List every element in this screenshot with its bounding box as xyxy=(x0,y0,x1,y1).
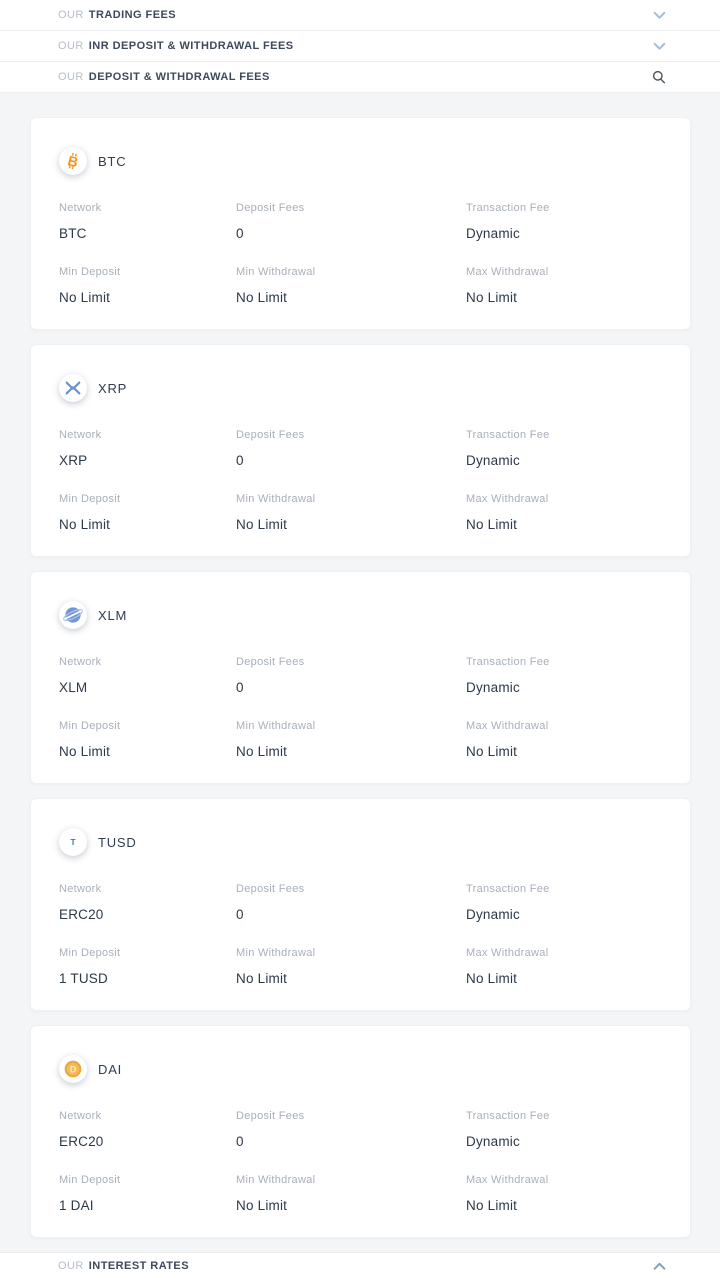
tusd-icon xyxy=(59,828,87,856)
coin-fee-card xyxy=(30,344,691,557)
field-value: ERC20 xyxy=(59,907,104,922)
svg-text:T: T xyxy=(70,837,76,848)
field-value: 0 xyxy=(236,226,244,241)
field-label: Network xyxy=(59,883,102,895)
field-min-withdrawal xyxy=(236,946,466,988)
fee-fields-grid xyxy=(59,1109,662,1215)
field-value: No Limit xyxy=(466,1198,518,1213)
field-min-deposit xyxy=(59,492,236,534)
field-label: Deposit Fees xyxy=(236,202,305,214)
coin-fee-card xyxy=(30,798,691,1011)
field-label: Max Withdrawal xyxy=(466,493,549,505)
field-deposit-fees xyxy=(236,882,466,924)
field-network xyxy=(59,428,236,470)
field-label: Min Withdrawal xyxy=(236,1174,316,1186)
field-deposit-fees xyxy=(236,428,466,470)
field-min-deposit xyxy=(59,1173,236,1215)
field-value: No Limit xyxy=(466,971,518,986)
field-value: No Limit xyxy=(236,744,288,759)
fees-accordion xyxy=(0,0,720,93)
fee-fields-grid xyxy=(59,201,662,307)
accordion-prefix: OUR xyxy=(58,71,84,83)
coin-name: DAI xyxy=(98,1061,123,1077)
field-value: Dynamic xyxy=(466,680,520,695)
field-label: Min Deposit xyxy=(59,1174,121,1186)
field-min-withdrawal xyxy=(236,719,466,761)
field-label: Min Withdrawal xyxy=(236,266,316,278)
field-value: BTC xyxy=(59,226,87,241)
field-value: No Limit xyxy=(466,290,518,305)
field-transaction-fee xyxy=(466,428,662,470)
accordion-row-trading-fees[interactable] xyxy=(0,0,720,31)
accordion-label: DEPOSIT & WITHDRAWAL FEES xyxy=(88,71,270,83)
xrp-icon xyxy=(59,374,87,402)
field-min-deposit xyxy=(59,719,236,761)
field-value: Dynamic xyxy=(466,907,520,922)
card-header xyxy=(59,147,662,175)
field-min-withdrawal xyxy=(236,1173,466,1215)
field-value: Dynamic xyxy=(466,1134,520,1149)
accordion-label: TRADING FEES xyxy=(88,9,177,21)
fee-fields-grid xyxy=(59,882,662,988)
field-label: Transaction Fee xyxy=(466,202,550,214)
btc-icon xyxy=(59,147,87,175)
field-value: XRP xyxy=(59,453,88,468)
coin-name: XRP xyxy=(98,380,128,396)
field-value: 0 xyxy=(236,1134,244,1149)
field-max-withdrawal xyxy=(466,492,662,534)
field-network xyxy=(59,882,236,924)
field-label: Max Withdrawal xyxy=(466,266,549,278)
field-label: Network xyxy=(59,202,102,214)
dai-icon xyxy=(59,1055,87,1083)
field-network xyxy=(59,201,236,243)
field-label: Min Withdrawal xyxy=(236,720,316,732)
accordion-label: INR DEPOSIT & WITHDRAWAL FEES xyxy=(88,40,294,52)
field-max-withdrawal xyxy=(466,719,662,761)
field-label: Min Deposit xyxy=(59,493,121,505)
field-network xyxy=(59,655,236,697)
fee-fields-grid xyxy=(59,655,662,761)
card-header xyxy=(59,828,662,856)
chevron-down-icon[interactable] xyxy=(653,42,666,51)
field-value: 0 xyxy=(236,453,244,468)
field-min-deposit xyxy=(59,265,236,307)
field-label: Max Withdrawal xyxy=(466,947,549,959)
field-value: ERC20 xyxy=(59,1134,104,1149)
field-value: Dynamic xyxy=(466,226,520,241)
field-label: Network xyxy=(59,1110,102,1122)
field-value: No Limit xyxy=(59,290,111,305)
fee-fields-grid xyxy=(59,428,662,534)
field-label: Deposit Fees xyxy=(236,656,305,668)
field-label: Transaction Fee xyxy=(466,429,550,441)
coin-name: BTC xyxy=(98,153,127,169)
card-header xyxy=(59,374,662,402)
field-min-withdrawal xyxy=(236,265,466,307)
field-label: Min Deposit xyxy=(59,720,121,732)
field-label: Network xyxy=(59,429,102,441)
chevron-down-icon[interactable] xyxy=(653,11,666,20)
field-label: Deposit Fees xyxy=(236,883,305,895)
chevron-up-icon[interactable] xyxy=(653,1262,666,1271)
coin-fee-card xyxy=(30,571,691,784)
coin-fee-card-list xyxy=(0,93,720,1238)
field-label: Min Deposit xyxy=(59,947,121,959)
field-value: No Limit xyxy=(466,517,518,532)
field-label: Max Withdrawal xyxy=(466,720,549,732)
accordion-prefix: OUR xyxy=(58,9,84,21)
accordion-row-deposit-withdrawal-fees[interactable] xyxy=(0,62,720,93)
field-label: Min Deposit xyxy=(59,266,121,278)
field-value: No Limit xyxy=(59,744,111,759)
field-label: Transaction Fee xyxy=(466,883,550,895)
field-value: Dynamic xyxy=(466,453,520,468)
coin-fee-card xyxy=(30,117,691,330)
field-max-withdrawal xyxy=(466,946,662,988)
accordion-prefix: OUR xyxy=(58,40,84,52)
field-network xyxy=(59,1109,236,1151)
field-value: No Limit xyxy=(466,744,518,759)
svg-text:D: D xyxy=(69,1064,77,1075)
accordion-row-inr-deposit-withdrawal-fees[interactable] xyxy=(0,31,720,62)
field-label: Max Withdrawal xyxy=(466,1174,549,1186)
coin-name: TUSD xyxy=(98,834,137,850)
field-transaction-fee xyxy=(466,201,662,243)
field-value: No Limit xyxy=(236,290,288,305)
card-header xyxy=(59,601,662,629)
field-label: Min Withdrawal xyxy=(236,493,316,505)
field-value: No Limit xyxy=(236,1198,288,1213)
field-label: Network xyxy=(59,656,102,668)
field-max-withdrawal xyxy=(466,265,662,307)
field-transaction-fee xyxy=(466,882,662,924)
field-label: Transaction Fee xyxy=(466,1110,550,1122)
card-header xyxy=(59,1055,662,1083)
svg-text:B: B xyxy=(66,152,80,171)
field-value: 0 xyxy=(236,907,244,922)
accordion-prefix: OUR xyxy=(58,1260,84,1272)
field-label: Transaction Fee xyxy=(466,656,550,668)
field-deposit-fees xyxy=(236,1109,466,1151)
field-transaction-fee xyxy=(466,655,662,697)
field-value: 1 DAI xyxy=(59,1198,94,1213)
field-min-withdrawal xyxy=(236,492,466,534)
field-label: Deposit Fees xyxy=(236,429,305,441)
field-value: No Limit xyxy=(236,517,288,532)
field-deposit-fees xyxy=(236,655,466,697)
accordion-label: INTEREST RATES xyxy=(88,1260,190,1272)
field-transaction-fee xyxy=(466,1109,662,1151)
field-value: XLM xyxy=(59,680,88,695)
field-label: Min Withdrawal xyxy=(236,947,316,959)
xlm-icon xyxy=(59,601,87,629)
field-max-withdrawal xyxy=(466,1173,662,1215)
field-min-deposit xyxy=(59,946,236,988)
field-value: No Limit xyxy=(59,517,111,532)
field-deposit-fees xyxy=(236,201,466,243)
field-value: No Limit xyxy=(236,971,288,986)
field-label: Deposit Fees xyxy=(236,1110,305,1122)
search-icon[interactable] xyxy=(652,70,666,84)
accordion-row-interest-rates[interactable] xyxy=(0,1252,720,1278)
coin-name: XLM xyxy=(98,607,128,623)
field-value: 1 TUSD xyxy=(59,971,108,986)
field-value: 0 xyxy=(236,680,244,695)
coin-fee-card xyxy=(30,1025,691,1238)
